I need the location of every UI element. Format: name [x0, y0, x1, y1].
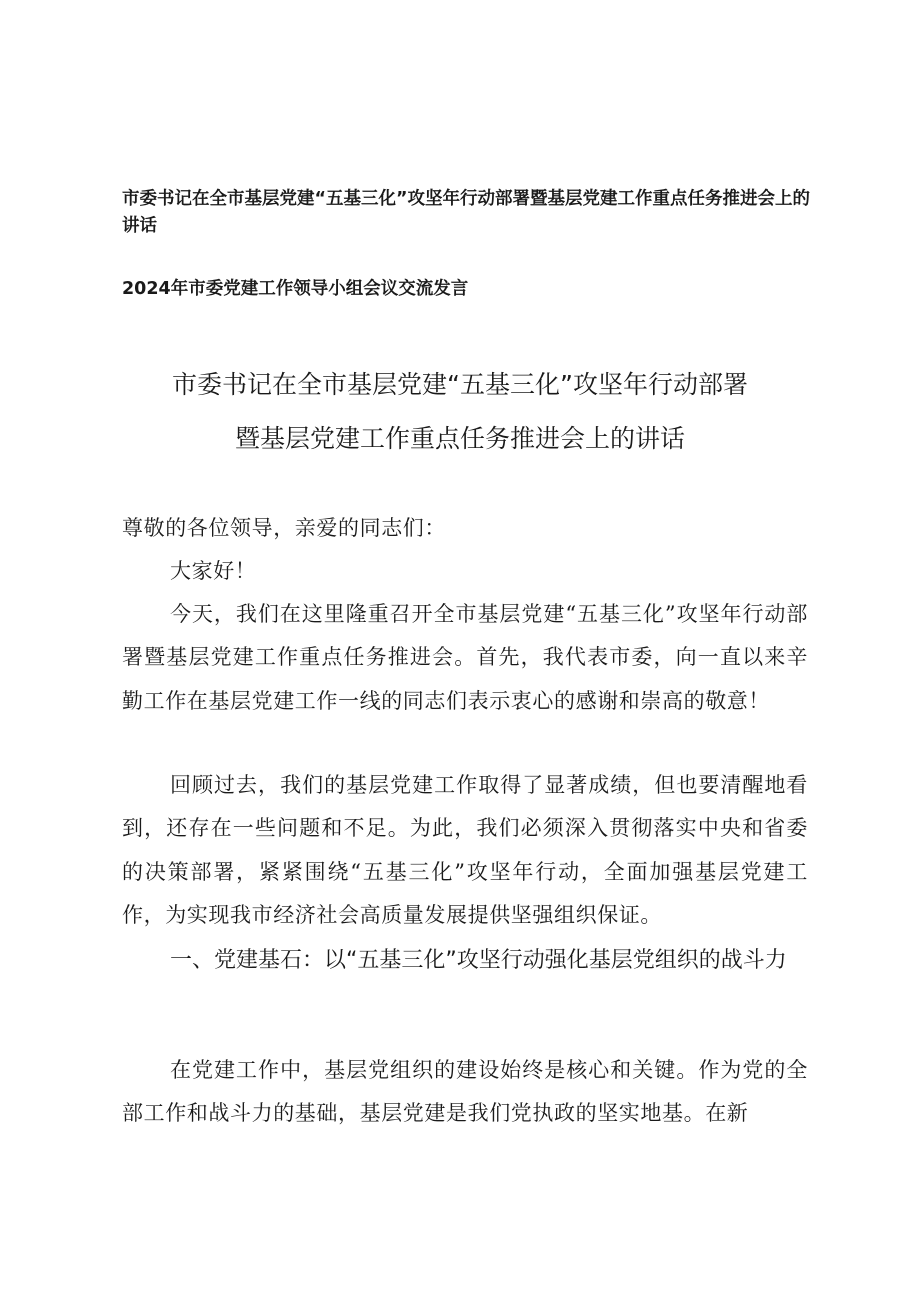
section-heading-1: 一、党建基石：以“五基三化”攻坚行动强化基层党组织的战斗力	[170, 948, 787, 973]
paragraph-3: 在党建工作中，基层党组织的建设始终是核心和关键。作为党的全部工作和战斗力的基础，基层党建是我们党执政的坚实地基。在新	[122, 1058, 808, 1126]
paragraph-2: 回顾过去，我们的基层党建工作取得了显著成绩，但也要清醒地看到，还存在一些问题和不足。为此，我们必须深入贯彻落实中央和省委的决策部署，紧紧围绕“五基三化”攻坚年行动，全面加强基层党建工作，为实现我市经济社会高质量发展提供坚强组织保证。	[122, 773, 808, 928]
toc-item-1: 市委书记在全市基层党建“五基三化”攻坚年行动部署暨基层党建工作重点任务推进会上的讲话	[122, 189, 810, 236]
salutation: 尊敬的各位领导，亲爱的同志们：	[122, 516, 446, 540]
document-title-line-2: 暨基层党建工作重点任务推进会上的讲话	[234, 424, 685, 453]
document-title-line-1: 市委书记在全市基层党建“五基三化”攻坚年行动部署	[172, 370, 748, 399]
greeting: 大家好！	[170, 559, 257, 583]
toc-item-2: 2024年市委党建工作领导小组会议交流发言	[122, 279, 469, 299]
paragraph-1: 今天，我们在这里隆重召开全市基层党建“五基三化”攻坚年行动部署暨基层党建工作重点任务推进会。首先，我代表市委，向一直以来辛勤工作在基层党建工作一线的同志们表示衷心的感谢和崇高的敬意！	[122, 602, 808, 713]
